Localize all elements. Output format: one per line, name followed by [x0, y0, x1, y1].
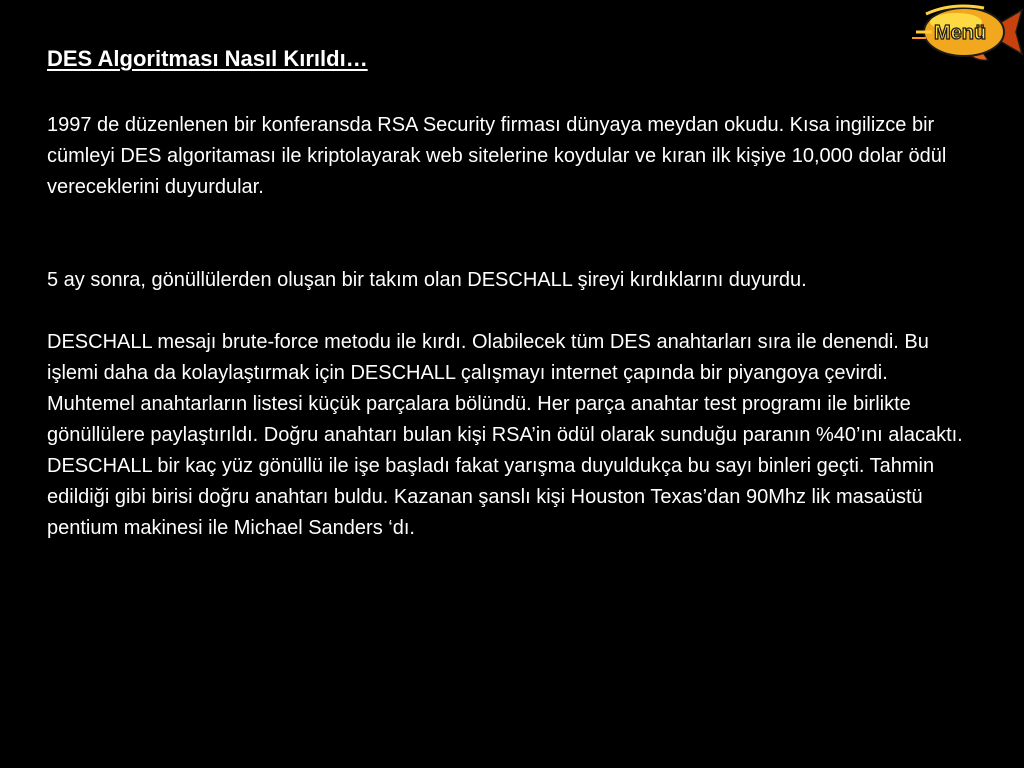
paragraph-deschall-result: 5 ay sonra, gönüllülerden oluşan bir takım olan DESCHALL şireyi kırdıklarını duyurdu.	[47, 269, 807, 291]
slide-body	[47, 110, 967, 544]
page-title: DES Algoritması Nasıl Kırıldı…	[47, 46, 368, 71]
paragraph-brute-force: DESCHALL mesajı brute-force metodu ile kırdı. Olabilecek tüm DES anahtarları sıra ile denendi. Bu işlemi daha da kolaylaştırmak için DESCHALL çalışmayı internet çapında bir piyangoya çevirdi. Muhtemel anahtarların listesi küçük parçalara bölündü. Her parça anahtar test programı ile birlikte gönüllülere paylaştırıldı. Doğru anahtarı bulan kişi RSA’in ödül olarak sunduğu paranın %40’ını alacaktı. DESCHALL bir kaç yüz gönüllü ile işe başladı fakat yarışma duyuldukça bu sayı binleri geçti. Tahmin edildiği gibi birisi doğru anahtarı buldu. Kazanan şanslı kişi Houston Texas’dan 90Mhz lik masaüstü pentium makinesi ile Michael Sanders ‘dı.	[47, 331, 963, 539]
paragraph-rsa-challenge: 1997 de düzenlenen bir konferansda RSA Security firması dünyaya meydan okudu. Kısa ingilizce bir cümleyi DES algoritaması ile kriptolayarak web sitelerine koydular ve kıran ilk kişiye 10,000 dolar ödül vereceklerini duyurdular.	[47, 114, 947, 198]
menu-label: Menü	[934, 22, 987, 44]
menu-button[interactable]	[912, 2, 1024, 64]
